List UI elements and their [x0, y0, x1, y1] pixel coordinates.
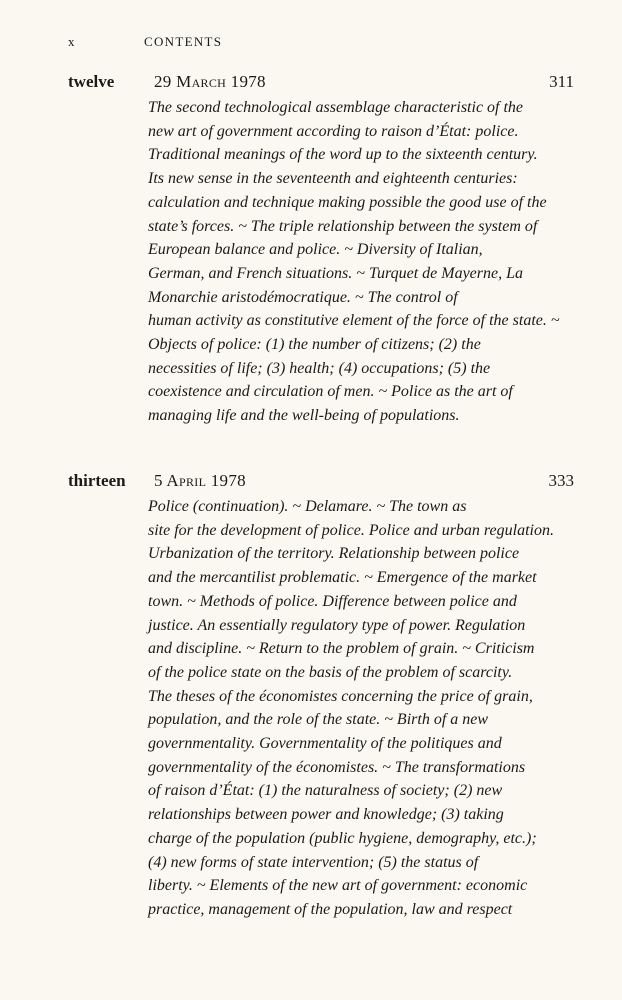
lecture-page-number: 333 — [548, 471, 574, 490]
summary-line: governmentality. Governmentality of the politiques and — [148, 735, 502, 753]
summary-line: necessities of life; (3) health; (4) occupations; (5) the — [148, 359, 491, 377]
summary-line: coexistence and circulation of men. ~ Police as the art of — [148, 383, 513, 401]
running-header — [68, 34, 222, 50]
summary-line: Urbanization of the territory. Relationship between police — [148, 545, 520, 563]
summary-line: state’s forces. ~ The triple relationship between the system of — [148, 217, 538, 235]
summary-line: charge of the population (public hygiene, demography, etc.); — [148, 829, 537, 847]
summary-line: European balance and police. ~ Diversity of Italian, — [148, 241, 483, 259]
summary-line: of raison d’État: (1) the naturalness of society; (2) new — [148, 782, 503, 800]
lecture-heading — [68, 471, 574, 495]
summary-line: managing life and the well-being of populations. — [148, 407, 460, 425]
summary-line: and the mercantilist problematic. ~ Emergence of the market — [148, 569, 537, 587]
lecture-date: 29 March 1978 — [154, 72, 266, 91]
lecture-page-number: 311 — [549, 72, 574, 91]
summary-line: (4) new forms of state intervention; (5) the status of — [148, 853, 479, 871]
summary-line: town. ~ Methods of police. Difference between police and — [148, 592, 517, 610]
lecture-label: thirteen — [68, 471, 126, 490]
lecture-summary — [148, 96, 558, 428]
summary-line: Objects of police: (1) the number of citizens; (2) the — [148, 336, 481, 354]
summary-line: calculation and technique making possible the good use of the — [148, 193, 547, 211]
summary-line: The second technological assemblage characteristic of the — [148, 99, 524, 116]
lecture-label: twelve — [68, 72, 115, 91]
summary-line: human activity as constitutive element of the force of the state. ~ — [148, 312, 560, 330]
summary-line: Its new sense in the seventeenth and eighteenth centuries: — [148, 170, 518, 188]
summary-line: and discipline. ~ Return to the problem of grain. ~ Criticism — [148, 640, 535, 658]
summary-line: site for the development of police. Police and urban regulation. — [148, 521, 554, 539]
summary-line: Monarchie aristodémocratique. ~ The control of — [148, 288, 458, 306]
summary-line: The theses of the économistes concerning the price of grain, — [148, 687, 533, 705]
summary-line: Police (continuation). ~ Delamare. ~ The town as — [148, 498, 467, 515]
lecture-heading — [68, 72, 574, 96]
summary-line: of the police state on the basis of the problem of scarcity. — [148, 663, 513, 681]
summary-line: Traditional meanings of the word up to the sixteenth century. — [148, 146, 538, 164]
summary-line: German, and French situations. ~ Turquet de Mayerne, La — [148, 264, 523, 282]
summary-line: relationships between power and knowledge; (3) taking — [148, 806, 504, 824]
summary-line: practice, management of the population, law and respect — [148, 900, 513, 918]
lecture-entry — [68, 471, 574, 922]
lecture-entry — [68, 72, 574, 428]
summary-line: liberty. ~ Elements of the new art of government: economic — [148, 877, 528, 895]
lecture-date: 5 April 1978 — [154, 471, 246, 490]
summary-line: new art of government according to raison d’État: police. — [148, 122, 519, 140]
running-title: CONTENTS — [144, 34, 223, 49]
summary-line: justice. An essentially regulatory type of power. Regulation — [148, 616, 526, 634]
summary-line: population, and the role of the state. ~ Birth of a new — [148, 711, 489, 729]
page-folio: x — [68, 34, 76, 49]
summary-line: governmentality of the économistes. ~ The transformations — [148, 758, 526, 776]
lecture-summary — [148, 495, 558, 922]
